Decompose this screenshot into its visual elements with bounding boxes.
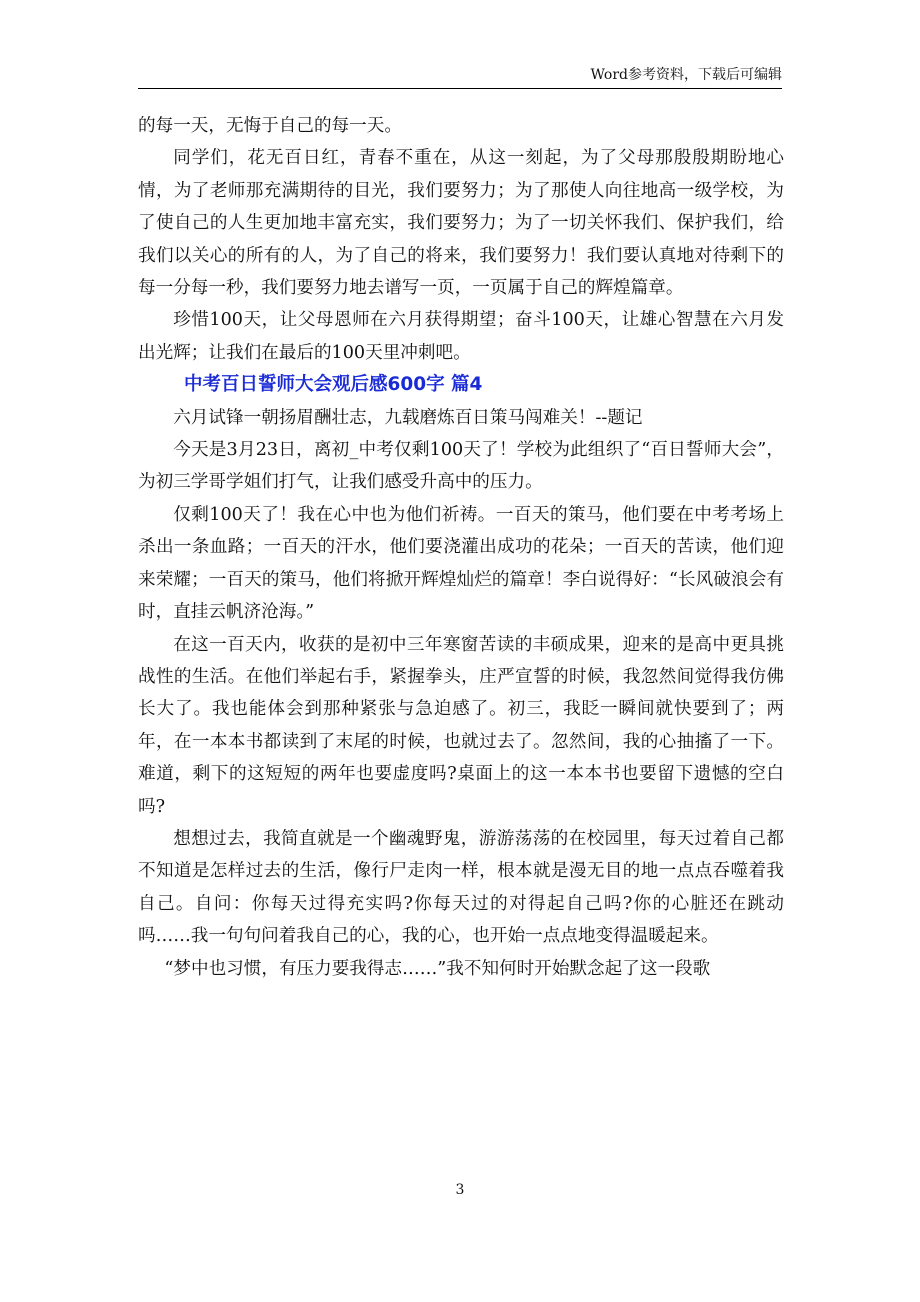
paragraph: 珍惜100天，让父母恩师在六月获得期望；奋斗100天，让雄心智慧在六月发出光辉；让我们在最后的100天里冲刺吧。 [138,310,784,363]
paragraph: 仅剩100天了！我在心中也为他们祈祷。一百天的策马，他们要在中考考场上杀出一条血路；一百天的汗水，他们要浇灌出成功的花朵；一百天的苦读，他们迎来荣耀；一百天的策马，他们将掀开辉煌灿烂的篇章！李白说得好：“长风破浪会有时，直挂云帆济沧海。” [138,504,784,623]
header-text: Word参考资料，下载后可编辑 [590,67,782,83]
paragraph: 在这一百天内，收获的是初中三年寒窗苦读的丰硕成果，迎来的是高中更具挑战性的生活。在他们举起右手，紧握拳头，庄严宣誓的时候，我忽然间觉得我仿佛长大了。我也能体会到那种紧张与急迫感了。初三，我眨一瞬间就快要到了；两年，在一本本书都读到了末尾的时候，也就过去了。忽然间，我的心抽搐了一下。难道，剩下的这短短的两年也要虚度吗?桌面上的这一本本书也要留下遗憾的空白吗? [138,634,784,817]
paragraph: 想想过去，我简直就是一个幽魂野鬼，游游荡荡的在校园里，每天过着自己都不知道是怎样过去的生活，像行尸走肉一样，根本就是漫无目的地一点点吞噬着我自己。自问：你每天过得充实吗?你每天过的对得起自己吗?你的心脏还在跳动吗……我一句句问着我自己的心，我的心，也开始一点点地变得温暖起来。 [138,828,784,947]
paragraph: 同学们，花无百日红，青春不重在，从这一刻起，为了父母那殷殷期盼地心情，为了老师那充满期待的目光，我们要努力；为了那使人向往地高一级学校，为了使自己的人生更加地丰富充实，我们要努力；为了一切关怀我们、保护我们，给我们以关心的所有的人，为了自己的将来，我们要努力！我们要认真地对待剩下的每一分每一秒，我们要努力地去谱写一页，一页属于自己的辉煌篇章。 [138,148,784,299]
document-body [138,110,784,985]
paragraph: 六月试锋一朝扬眉酬壮志，九载磨炼百日策马闯难关！--题记 [173,407,643,428]
page-number: 3 [455,1182,465,1198]
page-header [138,66,782,89]
section-title: 中考百日誓师大会观后感600字 篇4 [184,374,483,396]
paragraph: 的每一天，无悔于自己的每一天。 [138,116,402,136]
paragraph: 今天是3月23日，离初_中考仅剩100天了！学校为此组织了“百日誓师大会”，为初三学哥学姐们打气，让我们感受升高中的压力。 [138,440,784,493]
paragraph: “梦中也习惯，有压力要我得志……”我不知何时开始默念起了这一段歌 [164,958,711,979]
